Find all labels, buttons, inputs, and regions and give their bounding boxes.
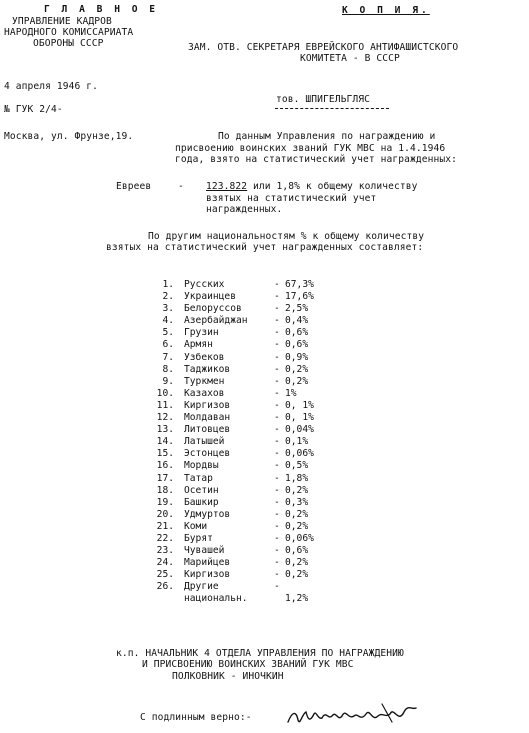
row-number: 15. bbox=[156, 448, 174, 460]
row-dash: - bbox=[274, 448, 280, 460]
row-number: 1. bbox=[162, 279, 174, 290]
nationality-row bbox=[150, 364, 340, 376]
nationality-row bbox=[150, 376, 340, 388]
nationality-row bbox=[150, 448, 340, 460]
nationality-name: Осетин bbox=[184, 484, 219, 496]
row-dash: - bbox=[274, 569, 280, 581]
row-dash: - bbox=[274, 399, 280, 411]
nationality-name: Чувашей bbox=[184, 545, 225, 557]
nationality-name: Эстонцев bbox=[184, 448, 231, 460]
paragraph-2-line-1: По другим национальностям % к общему количеству bbox=[148, 231, 425, 242]
row-percent: 2,5% bbox=[285, 303, 309, 315]
org-line-2: УПРАВЛЕНИЕ КАДРОВ bbox=[12, 16, 112, 27]
nationality-name: Молдаван bbox=[184, 412, 231, 424]
address: Москва, ул. Фрунзе,19. bbox=[4, 131, 134, 142]
row-dash: - bbox=[274, 291, 280, 303]
nationality-row bbox=[150, 327, 340, 339]
nationality-name: Грузин bbox=[184, 327, 219, 339]
row-number: 19. bbox=[156, 496, 174, 508]
row-percent: 1% bbox=[285, 387, 297, 399]
jews-line-1-rest: или 1,8% к общему количеству bbox=[247, 181, 418, 192]
row-number: 21. bbox=[156, 520, 174, 532]
nationality-row bbox=[150, 412, 340, 424]
nationality-row bbox=[150, 545, 340, 557]
nationality-name: Азербайджан bbox=[184, 315, 248, 327]
row-percent: 0,04% bbox=[285, 424, 314, 436]
nationality-row bbox=[150, 521, 340, 533]
row-number: 4. bbox=[162, 315, 174, 327]
row-number: 18. bbox=[156, 484, 174, 496]
nationality-row bbox=[150, 569, 340, 581]
row-percent: 0,1% bbox=[285, 436, 309, 448]
nationality-row bbox=[150, 339, 340, 351]
row-dash: - bbox=[274, 387, 280, 399]
row-number: 26. bbox=[156, 581, 174, 593]
row-dash: - bbox=[274, 472, 280, 484]
row-dash: - bbox=[274, 279, 280, 290]
row-percent: 0,6% bbox=[285, 327, 309, 339]
row-number: 9. bbox=[162, 375, 174, 387]
row-number: 5. bbox=[162, 327, 174, 339]
row-percent: 0,4% bbox=[285, 315, 309, 327]
reference-number: № ГУК 2/4- bbox=[4, 104, 63, 115]
nationality-name: Узбеков bbox=[184, 351, 225, 363]
nationality-row bbox=[150, 509, 340, 521]
jews-line-3: награжденных. bbox=[206, 204, 283, 215]
row-number: 25. bbox=[156, 569, 174, 581]
row-dash: - bbox=[274, 496, 280, 508]
row-number: 24. bbox=[156, 557, 174, 569]
row-number: 17. bbox=[156, 472, 174, 484]
row-dash: - bbox=[274, 351, 280, 363]
signature-line-1: к.п. НАЧАЛЬНИК 4 ОТДЕЛА УПРАВЛЕНИЯ ПО НАГРАЖДЕНИЮ bbox=[116, 648, 404, 659]
nationality-row bbox=[150, 400, 340, 412]
nationality-row bbox=[150, 581, 340, 593]
row-percent: 0, 1% bbox=[285, 399, 314, 411]
row-number: 8. bbox=[162, 363, 174, 375]
nationality-name: национальн. bbox=[184, 593, 248, 605]
addressee-line-2: КОМИТЕТА - В СССР bbox=[300, 53, 400, 64]
row-number: 14. bbox=[156, 436, 174, 448]
row-dash: - bbox=[274, 460, 280, 472]
nationality-row bbox=[150, 497, 340, 509]
row-dash: - bbox=[274, 412, 280, 424]
row-number: 10. bbox=[156, 387, 174, 399]
row-number: 20. bbox=[156, 508, 174, 520]
row-number: 12. bbox=[156, 412, 174, 424]
nationality-name: Киргизов bbox=[184, 399, 231, 411]
nationality-row bbox=[150, 315, 340, 327]
row-percent: 0,06% bbox=[285, 532, 314, 544]
row-dash: - bbox=[274, 484, 280, 496]
row-dash: - bbox=[274, 545, 280, 557]
nationality-name: Русских bbox=[184, 279, 225, 290]
nationality-row bbox=[150, 352, 340, 364]
row-number: 7. bbox=[162, 351, 174, 363]
jews-line-2: взятых на статистический учет bbox=[206, 193, 377, 204]
row-dash: - bbox=[274, 436, 280, 448]
row-dash: - bbox=[274, 327, 280, 339]
copy-mark: К О П И Я. bbox=[342, 5, 430, 16]
row-dash: - bbox=[274, 339, 280, 351]
addressee-line-1: ЗАМ. ОТВ. СЕКРЕТАРЯ ЕВРЕЙСКОГО АНТИФАШИСТСКОГО bbox=[188, 42, 459, 53]
nationality-row bbox=[150, 291, 340, 303]
recipient-underline bbox=[275, 108, 389, 109]
row-dash: - bbox=[274, 520, 280, 532]
handwritten-signature bbox=[286, 702, 418, 730]
paragraph-1-line-3: года, взято на статистический учет награжденных: bbox=[175, 154, 458, 165]
nationality-row bbox=[150, 533, 340, 545]
nationality-name: Латышей bbox=[184, 436, 225, 448]
nationality-name: Литовцев bbox=[184, 424, 231, 436]
org-line-4: ОБОРОНЫ СССР bbox=[33, 38, 104, 49]
row-percent: 0,2% bbox=[285, 557, 309, 569]
recipient-name: тов. ШПИГЕЛЬГЛЯС bbox=[276, 94, 371, 105]
paragraph-2-line-2: взятых на статистический учет награжденных составляет: bbox=[106, 242, 424, 253]
row-number: 22. bbox=[156, 532, 174, 544]
nationality-name: Киргизов bbox=[184, 569, 231, 581]
signature-line-3: ПОЛКОВНИК - ИНОЧКИН bbox=[172, 671, 284, 682]
nationality-name: Башкир bbox=[184, 496, 219, 508]
nationality-name: Удмуртов bbox=[184, 508, 231, 520]
nationality-row bbox=[150, 557, 340, 569]
row-percent: 0,2% bbox=[285, 375, 309, 387]
document-date: 4 апреля 1946 г. bbox=[4, 81, 99, 92]
row-percent: 0,2% bbox=[285, 363, 309, 375]
nationality-row bbox=[150, 436, 340, 448]
row-percent: 1,2% bbox=[285, 593, 309, 605]
nationality-name: Другие bbox=[184, 581, 219, 593]
row-percent: 67,3% bbox=[285, 279, 314, 290]
row-dash: - bbox=[274, 532, 280, 544]
nationality-row bbox=[150, 424, 340, 436]
row-percent: 0,9% bbox=[285, 351, 309, 363]
jews-label: Евреев bbox=[116, 181, 152, 192]
nationality-row bbox=[150, 303, 340, 315]
row-percent: 0,2% bbox=[285, 508, 309, 520]
org-line-3: НАРОДНОГО КОМИССАРИАТА bbox=[4, 27, 134, 38]
nationality-name: Коми bbox=[184, 520, 208, 532]
nationality-name: Бурят bbox=[184, 532, 213, 544]
row-number: 23. bbox=[156, 545, 174, 557]
nationality-name: Мордвы bbox=[184, 460, 219, 472]
row-percent: 1,8% bbox=[285, 472, 309, 484]
row-number: 6. bbox=[162, 339, 174, 351]
row-number: 2. bbox=[162, 291, 174, 303]
nationality-name: Украинцев bbox=[184, 291, 236, 303]
org-line-1: Г Л А В Н О Е bbox=[44, 4, 159, 15]
row-percent: 0,6% bbox=[285, 339, 309, 351]
jews-dash: - bbox=[178, 181, 184, 192]
nationality-row bbox=[150, 473, 340, 485]
true-copy-label: С подлинным верно:- bbox=[140, 712, 252, 723]
row-number: 16. bbox=[156, 460, 174, 472]
row-dash: - bbox=[274, 557, 280, 569]
nationality-row bbox=[150, 485, 340, 497]
row-percent: 0,5% bbox=[285, 460, 309, 472]
row-percent: 0, 1% bbox=[285, 412, 314, 424]
row-dash: - bbox=[274, 508, 280, 520]
row-dash: - bbox=[274, 303, 280, 315]
paragraph-1-line-1: По данным Управления по награждению и bbox=[218, 131, 436, 142]
nationality-list bbox=[150, 279, 340, 606]
row-dash: - bbox=[274, 424, 280, 436]
nationality-row bbox=[150, 460, 340, 472]
nationality-name: Белоруссов bbox=[184, 303, 242, 315]
nationality-row bbox=[150, 593, 340, 605]
row-percent: 0,6% bbox=[285, 545, 309, 557]
row-percent: 0,2% bbox=[285, 484, 309, 496]
row-percent: 0,2% bbox=[285, 520, 309, 532]
row-percent: 0,2% bbox=[285, 569, 309, 581]
row-number: 11. bbox=[156, 399, 174, 411]
jews-line-1 bbox=[206, 181, 418, 192]
row-dash: - bbox=[274, 315, 280, 327]
nationality-row bbox=[150, 388, 340, 400]
row-dash: - bbox=[274, 363, 280, 375]
nationality-name: Казахов bbox=[184, 387, 225, 399]
nationality-name: Туркмен bbox=[184, 375, 225, 387]
nationality-row bbox=[150, 279, 340, 291]
row-dash: - bbox=[274, 581, 280, 593]
signature-line-2: И ПРИСВОЕНИЮ ВОИНСКИХ ЗВАНИЙ ГУК МВС bbox=[142, 659, 354, 670]
nationality-name: Таджиков bbox=[184, 363, 231, 375]
jews-count: 123.822 bbox=[206, 181, 248, 192]
nationality-name: Армян bbox=[184, 339, 213, 351]
row-number: 3. bbox=[162, 303, 174, 315]
row-dash: - bbox=[274, 375, 280, 387]
row-percent: 17,6% bbox=[285, 291, 314, 303]
row-percent: 0,06% bbox=[285, 448, 314, 460]
row-percent: 0,3% bbox=[285, 496, 309, 508]
nationality-name: Марийцев bbox=[184, 557, 231, 569]
row-number: 13. bbox=[156, 424, 174, 436]
paragraph-1-line-2: присвоению воинских званий ГУК МВС на 1.4.1946 bbox=[175, 143, 446, 154]
nationality-name: Татар bbox=[184, 472, 213, 484]
